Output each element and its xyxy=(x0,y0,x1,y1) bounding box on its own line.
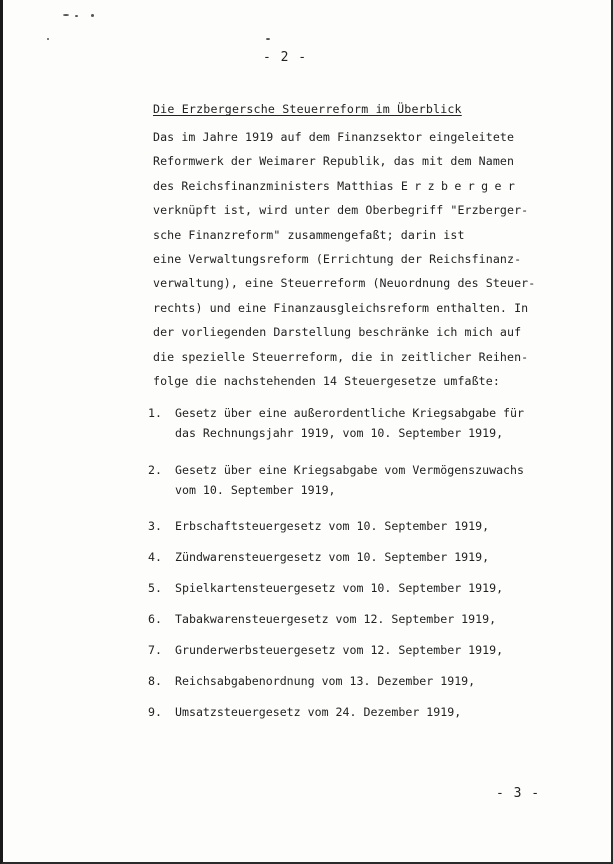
paragraph-line: rechts) und eine Finanzausgleichsreform enthalten. In xyxy=(153,300,529,315)
intro-paragraph xyxy=(153,125,573,393)
item-text: Umsatzsteuergesetz vom 24. Dezember 1919, xyxy=(175,705,462,719)
paragraph-line: verwaltung), eine Steuerreform (Neuordnung des Steuer- xyxy=(153,276,536,291)
spaced-name: Erzberger xyxy=(400,178,522,193)
list-item xyxy=(148,519,489,533)
paragraph-line: Das im Jahre 1919 auf dem Finanzsektor eingeleitete xyxy=(153,130,515,144)
paragraph-text: des Reichsfinanzministers Matthias xyxy=(153,178,401,193)
next-page-marker: - 3 - xyxy=(496,786,541,801)
paragraph-line: sche Finanzreform" zusammengefaßt; darin ist xyxy=(153,227,465,242)
item-text: Reichsabgabenordnung vom 13. Dezember 1919, xyxy=(175,674,476,688)
list-item xyxy=(148,550,489,564)
list-item xyxy=(148,612,496,626)
list-item xyxy=(148,643,503,657)
paragraph-line: eine Verwaltungsreform (Errichtung der Reichsfinanz- xyxy=(153,251,522,266)
item-text: Grunderwerbsteuergesetz vom 12. September 1919, xyxy=(175,643,504,657)
item-number: 2. xyxy=(148,463,162,477)
item-text: Tabakwarensteuergesetz vom 12. September 1919, xyxy=(175,612,497,626)
item-number: 8. xyxy=(148,674,162,688)
item-text: Erbschaftsteuergesetz vom 10. September 1919, xyxy=(175,519,490,533)
section-heading: Die Erzbergersche Steuerreform im Überblick xyxy=(153,102,462,116)
scan-speck xyxy=(63,14,69,16)
paragraph-line: verknüpft ist, wird unter dem Oberbegriff "Erzberger- xyxy=(153,203,529,218)
scan-speck xyxy=(91,14,94,17)
item-text: das Rechnungsjahr 1919, vom 10. September 1919, xyxy=(175,426,504,440)
item-number: 5. xyxy=(148,581,162,595)
scan-speck xyxy=(47,38,49,40)
list-item xyxy=(148,581,503,595)
paragraph-line xyxy=(153,174,573,198)
item-text: Gesetz über eine Kriegsabgabe vom Vermögenszuwachs xyxy=(175,463,525,477)
paragraph-line: Reformwerk der Weimarer Republik, das mit dem Namen xyxy=(153,154,515,169)
item-text: Spielkartensteuergesetz vom 10. September 1919, xyxy=(175,581,504,595)
list-item xyxy=(148,463,524,497)
item-text: vom 10. September 1919, xyxy=(175,483,336,497)
scan-speck xyxy=(75,15,78,17)
item-number: 6. xyxy=(148,612,162,626)
item-number: 1. xyxy=(148,406,162,420)
paragraph-line: die spezielle Steuerreform, die in zeitlicher Reihen- xyxy=(153,349,529,364)
item-number: 3. xyxy=(148,519,162,533)
item-text: Zündwarensteuergesetz vom 10. September 1919, xyxy=(175,550,490,564)
paragraph-line: der vorliegenden Darstellung beschränke ich mich auf xyxy=(153,325,522,340)
item-number: 9. xyxy=(148,705,162,719)
item-number: 4. xyxy=(148,550,162,564)
scan-speck xyxy=(266,38,270,40)
item-text: Gesetz über eine außerordentliche Kriegsabgabe für xyxy=(175,406,525,420)
list-item xyxy=(148,705,461,719)
page-number: - 2 - xyxy=(263,50,308,65)
paragraph-line: folge die nachstehenden 14 Steuergesetze umfaßte: xyxy=(153,373,500,388)
list-item xyxy=(148,406,524,440)
list-item xyxy=(148,674,475,688)
item-number: 7. xyxy=(148,643,162,657)
